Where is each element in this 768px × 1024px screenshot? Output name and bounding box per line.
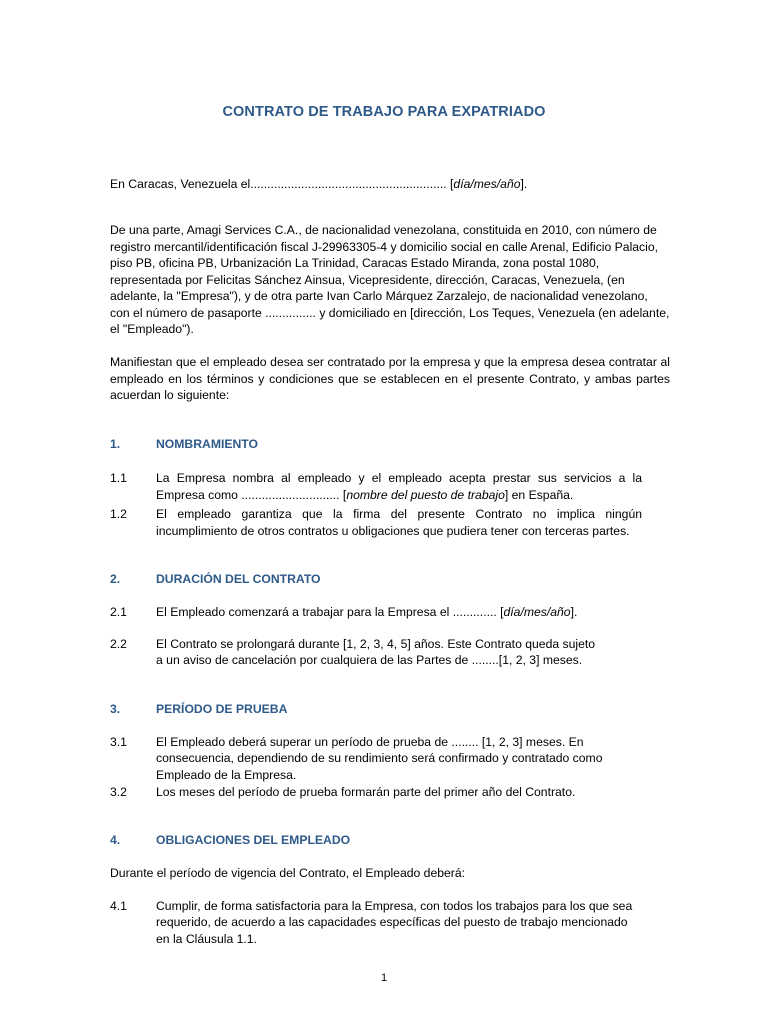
clause-4-1-number: 4.1 (110, 899, 127, 913)
section-4-intro: Durante el período de vigencia del Contrato, el Empleado deberá: (110, 866, 466, 880)
section-2-number: 2. (110, 572, 121, 586)
clause-2-2-number: 2.2 (110, 637, 127, 651)
clause-1-1-text (156, 470, 642, 503)
clause-1-1-number: 1.1 (110, 471, 127, 485)
section-1-heading: NOMBRAMIENTO (156, 437, 259, 451)
clause-4-1-line-3: en la Cláusula 1.1. (156, 932, 257, 946)
clause-3-2-number: 3.2 (110, 785, 127, 799)
clause-4-1-line-2: requerido, de acuerdo a las capacidades específicas del puesto de trabajo mencionado (156, 915, 628, 929)
clause-1-2-number: 1.2 (110, 507, 127, 521)
clause-2-2-line-2: a un aviso de cancelación por cualquiera de las Partes de ........[1, 2, 3] meses. (156, 653, 583, 667)
clause-2-1-text (156, 604, 642, 621)
section-3-heading: PERÍODO DE PRUEBA (156, 702, 288, 716)
clause-3-1-line-3: Empleado de la Empresa. (156, 768, 297, 782)
clause-3-1-line-2: consecuencia, dependiendo de su rendimiento será confirmado y contratado como (156, 751, 603, 765)
section-1-number: 1. (110, 437, 121, 451)
parties-paragraph: De una parte, Amagi Services C.A., de nacionalidad venezolana, constituida en 2010, con número de registro mercantil/identificación fiscal J-29963305-4 y domicilio social en calle Arenal, Edificio Palacio, piso PB, oficina PB, Urbanización La Trinidad, Caracas Estado Miranda, zona postal 1080, representada por Felicitas Sánchez Ainsua, Vicepresidente, dirección, Caracas, Venezuela, (en adelante, la "Empresa"), y de otra parte Ivan Carlo Márquez Zarzalejo, de nacionalidad venezolano, con el número de pasaporte ............... y domiciliado en [dirección, Los Teques, Venezuela (en adelante, el "Empleado"). (110, 223, 670, 336)
document-title: CONTRATO DE TRABAJO PARA EXPATRIADO (222, 104, 546, 120)
section-2-heading: DURACIÓN DEL CONTRATO (156, 572, 321, 586)
page-number: 1 (380, 972, 388, 984)
clause-3-1-number: 3.1 (110, 735, 127, 749)
clause-2-1-suffix: ]. (570, 605, 578, 619)
clause-2-2-line-1: El Contrato se prolongará durante [1, 2, 3, 4, 5] años. Este Contrato queda sujeto (156, 637, 596, 651)
clause-1-1-prefix: La Empresa nombra al empleado y el empleado acepta prestar sus servicios a la Empresa como ............................. [ (156, 471, 642, 502)
clause-1-1-suffix: ] en España. (504, 487, 574, 502)
place-date-prefix: En Caracas, Venezuela el.......................................................... [ (110, 177, 454, 191)
section-4-heading: OBLIGACIONES DEL EMPLEADO (156, 833, 351, 847)
section-4-number: 4. (110, 833, 121, 847)
clause-2-1-number: 2.1 (110, 605, 127, 619)
place-date-suffix: ]. (520, 177, 528, 191)
place-date-line (110, 176, 670, 193)
job-title-placeholder: nombre del puesto de trabajo (346, 487, 505, 502)
place-date-placeholder: día/mes/año (453, 177, 521, 191)
start-date-placeholder: día/mes/año (503, 605, 571, 619)
manifest-paragraph: Manifiestan que el empleado desea ser contratado por la empresa y que la empresa desea contratar al empleado en los términos y condiciones que se establecen en el presente Contrato, y ambas partes acuerdan lo siguiente: (110, 355, 670, 402)
clause-2-1-prefix: El Empleado comenzará a trabajar para la Empresa el ............. [ (156, 605, 504, 619)
clause-1-2-text: El empleado garantiza que la firma del presente Contrato no implica ningún incumplimiento de otros contratos u obligaciones que pudiera tener con terceras partes. (156, 507, 642, 538)
clause-4-1-line-1: Cumplir, de forma satisfactoria para la Empresa, con todos los trabajos para los que sea (156, 899, 633, 913)
clause-3-1-line-1: El Empleado deberá superar un período de prueba de ........ [1, 2, 3] meses. En (156, 735, 584, 749)
section-3-number: 3. (110, 702, 121, 716)
clause-3-2-text: Los meses del período de prueba formarán parte del primer año del Contrato. (156, 785, 576, 799)
